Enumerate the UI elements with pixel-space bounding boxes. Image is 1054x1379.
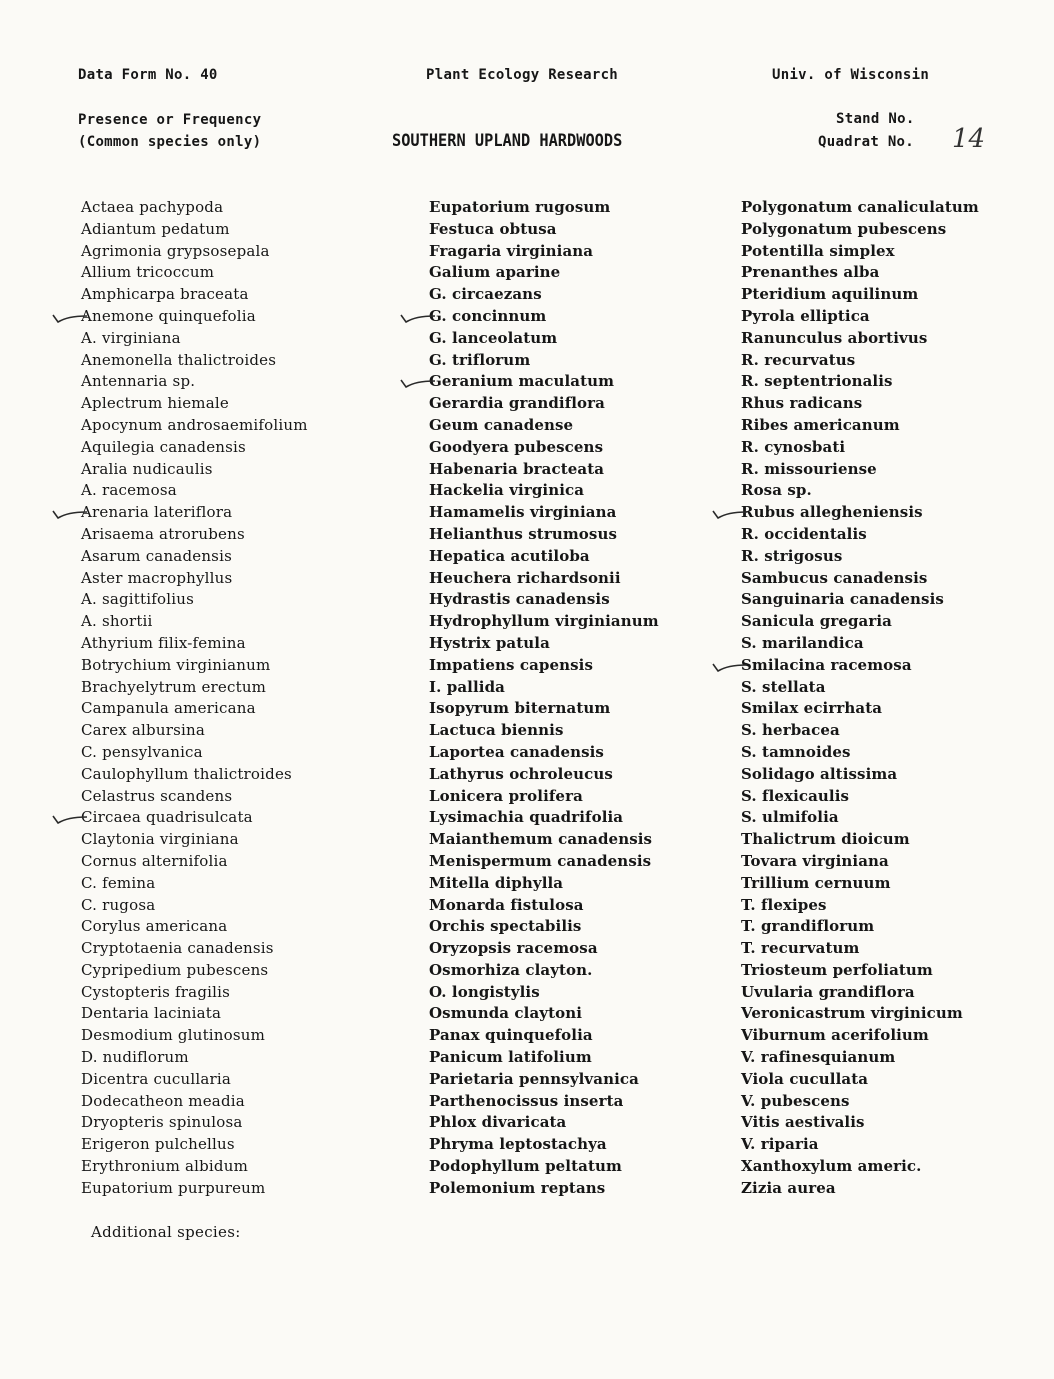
species-item: Adiantum pedatum <box>81 219 230 238</box>
species-item: Erythronium albidum <box>81 1157 249 1176</box>
species-item: Polemonium reptans <box>429 1178 606 1197</box>
species-item: Uvularia grandiflora <box>741 982 915 1001</box>
species-item: Hydrastis canadensis <box>429 590 610 609</box>
additional-species-label: Additional species: <box>91 1223 241 1241</box>
species-item: Solidago altissima <box>741 764 898 783</box>
species-item: Cypripedium pubescens <box>81 960 269 979</box>
species-item: G. lanceolatum <box>429 328 558 347</box>
check-mark-icon <box>51 506 91 522</box>
species-item: Orchis spectabilis <box>429 917 582 936</box>
species-item: Hystrix patula <box>429 633 550 652</box>
species-item: G. circaezans <box>429 285 542 304</box>
species-item: Panax quinquefolia <box>429 1026 593 1045</box>
species-item: Aster macrophyllus <box>81 568 233 587</box>
species-item: Ranunculus abortivus <box>741 328 928 347</box>
species-item: R. recurvatus <box>741 350 856 369</box>
species-item: S. herbacea <box>741 721 840 740</box>
species-item: Hydrophyllum virginianum <box>429 612 659 631</box>
species-item: T. flexipes <box>741 895 827 914</box>
species-item: Oryzopsis racemosa <box>429 939 598 958</box>
species-item: Cystopteris fragilis <box>81 982 231 1001</box>
stand-number-label: Stand No. <box>836 111 915 127</box>
species-item: R. cynosbati <box>741 437 846 456</box>
check-mark-icon <box>399 375 439 391</box>
species-column-2 <box>429 197 659 1200</box>
species-item: Geum canadense <box>429 415 574 434</box>
species-item: Phryma leptostachya <box>429 1135 607 1154</box>
species-item: Fragaria virginiana <box>429 241 594 260</box>
common-species-note: (Common species only) <box>78 134 262 150</box>
species-item: Polygonatum canaliculatum <box>741 198 979 216</box>
species-item: Dentaria laciniata <box>81 1004 222 1023</box>
species-item: Aquilegia canadensis <box>81 437 246 456</box>
species-item: Cryptotaenia canadensis <box>81 939 274 958</box>
species-item: Polygonatum pubescens <box>741 219 947 238</box>
species-item: Rubus allegheniensis <box>741 503 923 522</box>
species-item: Vitis aestivalis <box>741 1113 865 1132</box>
species-item: Goodyera pubescens <box>429 437 604 456</box>
species-item: Impatiens capensis <box>429 655 594 674</box>
species-item: Pteridium aquilinum <box>741 285 919 304</box>
species-item: Amphicarpa braceata <box>81 285 249 304</box>
species-item: Xanthoxylum americ. <box>741 1157 922 1176</box>
species-item: Sambucus canadensis <box>741 568 928 587</box>
check-mark-icon <box>51 811 91 827</box>
species-item: Triosteum perfoliatum <box>741 960 933 979</box>
check-mark-icon <box>399 310 439 326</box>
species-item: Sanguinaria canadensis <box>741 590 944 609</box>
species-item: Dodecatheon meadia <box>81 1091 245 1110</box>
species-item: S. tamnoides <box>741 742 851 761</box>
species-item: Lysimachia quadrifolia <box>429 808 624 827</box>
species-item: Arisaema atrorubens <box>81 524 245 543</box>
species-item: Viburnum acerifolium <box>741 1026 929 1045</box>
species-item: Habenaria bracteata <box>429 459 605 478</box>
species-item: Campanula americana <box>81 699 256 718</box>
species-item: Geranium maculatum <box>429 372 615 391</box>
species-item: Brachyelytrum erectum <box>81 677 267 696</box>
species-item: Dryopteris spinulosa <box>81 1113 243 1132</box>
species-item: R. septentrionalis <box>741 372 893 391</box>
species-item: Desmodium glutinosum <box>81 1026 266 1045</box>
species-item: Phlox divaricata <box>429 1113 567 1132</box>
species-item: Menispermum canadensis <box>429 851 652 870</box>
species-item: Erigeron pulchellus <box>81 1135 235 1154</box>
species-item: S. stellata <box>741 677 826 696</box>
species-item: Agrimonia grypsosepala <box>81 241 270 260</box>
check-mark-icon <box>711 659 751 675</box>
species-item: Zizia aurea <box>741 1178 836 1197</box>
species-item: Mitella diphylla <box>429 873 564 892</box>
species-item: Laportea canadensis <box>429 742 604 761</box>
species-item: Festuca obtusa <box>429 219 557 238</box>
species-item: G. concinnum <box>429 306 547 325</box>
check-mark-icon <box>51 310 91 326</box>
species-item: Corylus americana <box>81 917 228 936</box>
species-item: O. longistylis <box>429 982 540 1001</box>
species-item: Dicentra cucullaria <box>81 1069 232 1088</box>
species-item: S. flexicaulis <box>741 786 850 805</box>
species-item: I. pallida <box>429 677 505 696</box>
species-item: Arenaria lateriflora <box>81 503 233 522</box>
species-item: Smilax ecirrhata <box>741 699 883 718</box>
species-item: Rhus radicans <box>741 394 863 413</box>
species-item: Apocynum androsaemifolium <box>81 415 308 434</box>
species-item: Pyrola elliptica <box>741 306 870 325</box>
presence-label: Presence or Frequency <box>78 112 262 128</box>
species-item: Osmunda claytoni <box>429 1004 583 1023</box>
species-item: Carex albursina <box>81 721 205 740</box>
form-title: SOUTHERN UPLAND HARDWOODS <box>392 131 623 151</box>
species-item: A. sagittifolius <box>81 590 194 609</box>
species-item: S. marilandica <box>741 633 864 652</box>
species-item: Panicum latifolium <box>429 1048 592 1067</box>
species-item: R. occidentalis <box>741 524 867 543</box>
quadrat-number-value: 14 <box>952 124 986 154</box>
species-item: Anemone quinquefolia <box>81 306 256 325</box>
species-item: Cornus alternifolia <box>81 851 228 870</box>
species-item: Botrychium virginianum <box>81 655 271 674</box>
species-item: Anemonella thalictroides <box>81 350 277 369</box>
species-item: C. pensylvanica <box>81 742 203 761</box>
species-item: T. grandiflorum <box>741 917 875 936</box>
species-item: Asarum canadensis <box>81 546 232 565</box>
species-item: Lonicera prolifera <box>429 786 583 805</box>
species-item: Isopyrum biternatum <box>429 699 611 718</box>
species-item: Parietaria pennsylvanica <box>429 1069 639 1088</box>
species-item: Claytonia virginiana <box>81 830 239 849</box>
species-item: Caulophyllum thalictroides <box>81 764 292 783</box>
check-mark-icon <box>711 506 751 522</box>
species-item: Maianthemum canadensis <box>429 830 653 849</box>
species-item: Monarda fistulosa <box>429 895 584 914</box>
species-item: Thalictrum dioicum <box>741 830 910 849</box>
species-item: A. virginiana <box>81 328 181 347</box>
species-item: Osmorhiza clayton. <box>429 960 593 979</box>
species-item: Tovara virginiana <box>741 851 889 870</box>
species-item: V. riparia <box>741 1135 819 1154</box>
species-item: Smilacina racemosa <box>741 655 912 674</box>
species-item: Lathyrus ochroleucus <box>429 764 613 783</box>
species-item: Sanicula gregaria <box>741 612 892 631</box>
species-item: A. shortii <box>81 612 153 631</box>
species-item: Podophyllum peltatum <box>429 1157 622 1176</box>
species-item: D. nudiflorum <box>81 1048 189 1067</box>
species-item: Celastrus scandens <box>81 786 233 805</box>
species-item: Rosa sp. <box>741 481 812 500</box>
species-item: T. recurvatum <box>741 939 860 958</box>
species-item: Heuchera richardsonii <box>429 568 621 587</box>
university-name: Univ. of Wisconsin <box>772 67 930 83</box>
species-item: Actaea pachypoda <box>81 198 224 216</box>
species-item: Eupatorium rugosum <box>429 198 611 216</box>
species-item: Veronicastrum virginicum <box>741 1004 963 1023</box>
species-item: Hamamelis virginiana <box>429 503 617 522</box>
form-number: Data Form No. 40 <box>78 67 218 83</box>
species-item: S. ulmifolia <box>741 808 839 827</box>
species-item: A. racemosa <box>81 481 177 500</box>
species-item: C. femina <box>81 873 156 892</box>
species-item: R. missouriense <box>741 459 877 478</box>
species-item: G. triflorum <box>429 350 531 369</box>
species-item: Athyrium filix-femina <box>81 633 246 652</box>
species-item: Aplectrum hiemale <box>81 394 229 413</box>
quadrat-number-label: Quadrat No. <box>818 134 915 150</box>
species-item: Viola cucullata <box>741 1069 869 1088</box>
species-item: Hepatica acutiloba <box>429 546 590 565</box>
species-column-3 <box>741 197 979 1200</box>
species-item: C. rugosa <box>81 895 156 914</box>
species-item: V. pubescens <box>741 1091 850 1110</box>
species-item: Trillium cernuum <box>741 873 891 892</box>
species-item: Helianthus strumosus <box>429 524 617 543</box>
species-item: Prenanthes alba <box>741 263 880 282</box>
species-column-1 <box>81 197 308 1200</box>
species-item: Circaea quadrisulcata <box>81 808 253 827</box>
species-item: Potentilla simplex <box>741 241 895 260</box>
species-item: Hackelia virginica <box>429 481 585 500</box>
species-item: Galium aparine <box>429 263 561 282</box>
species-item: Eupatorium purpureum <box>81 1178 266 1197</box>
species-item: Lactuca biennis <box>429 721 564 740</box>
species-item: Allium tricoccum <box>81 263 215 282</box>
species-item: Parthenocissus inserta <box>429 1091 624 1110</box>
species-item: Ribes americanum <box>741 415 900 434</box>
species-item: V. rafinesquianum <box>741 1048 896 1067</box>
species-item: R. strigosus <box>741 546 843 565</box>
species-item: Gerardia grandiflora <box>429 394 605 413</box>
species-item: Aralia nudicaulis <box>81 459 213 478</box>
species-item: Antennaria sp. <box>81 372 196 391</box>
lab-name: Plant Ecology Research <box>426 67 619 83</box>
